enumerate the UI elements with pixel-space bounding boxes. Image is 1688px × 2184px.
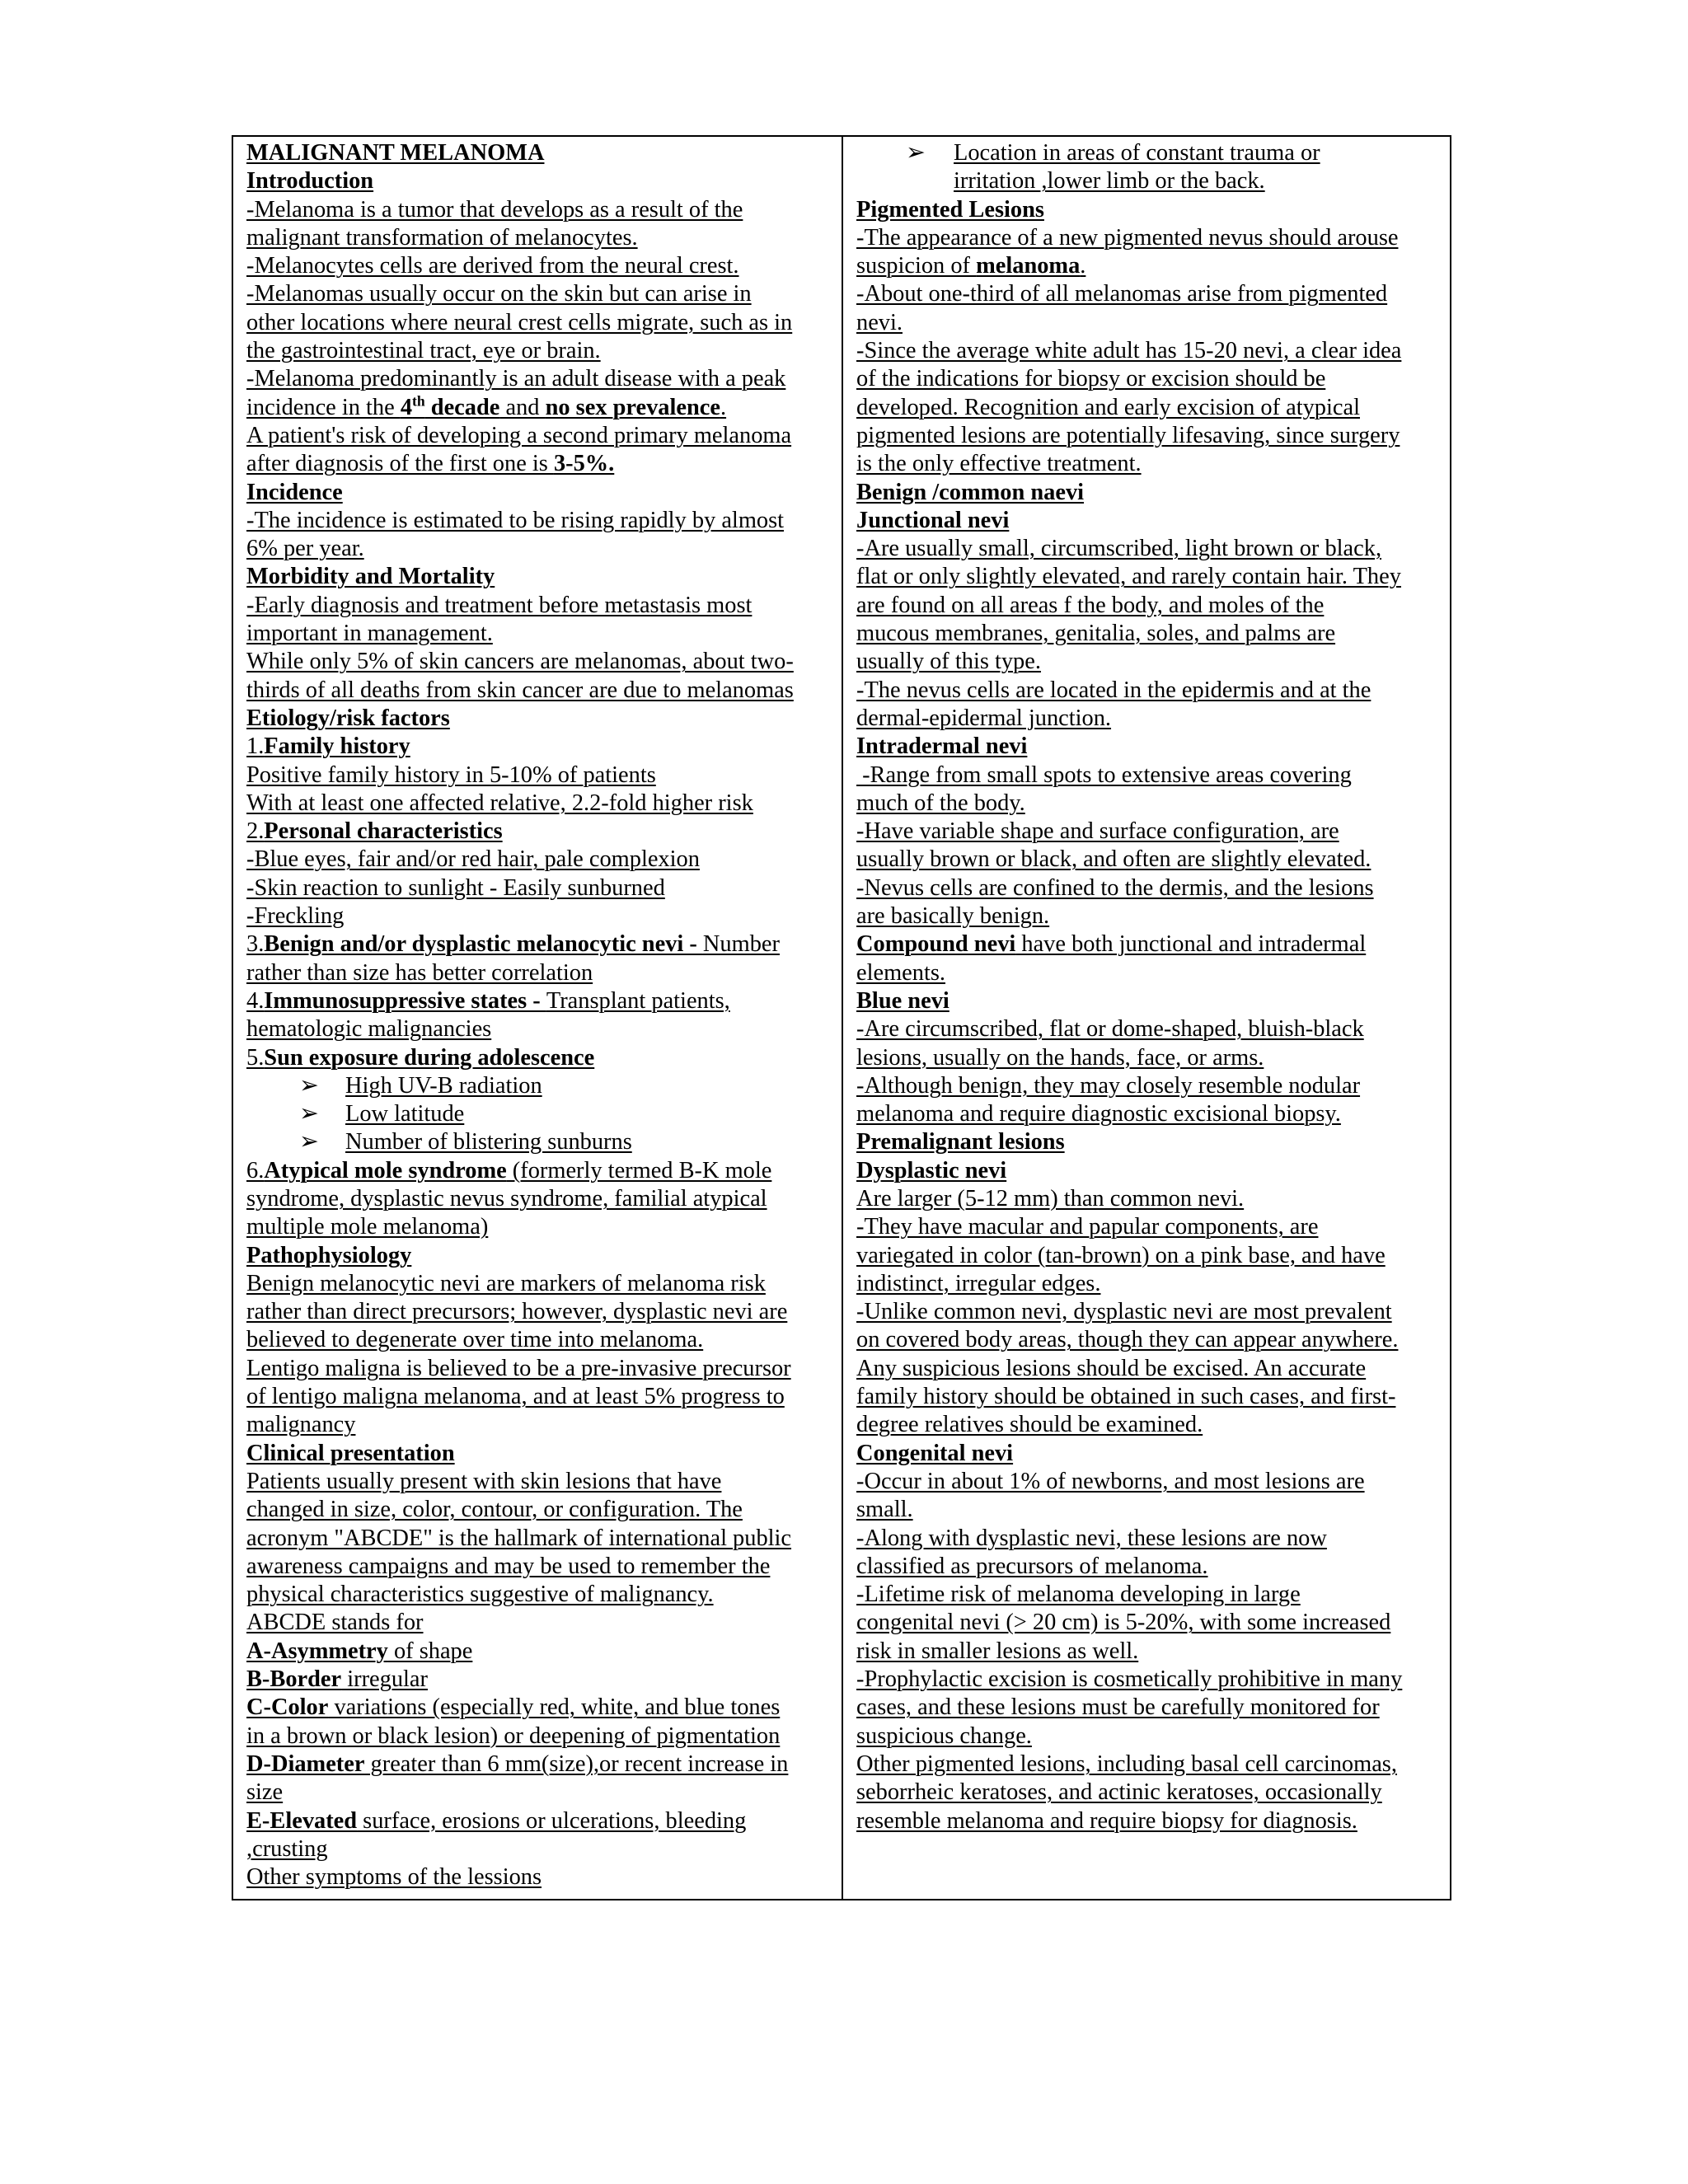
text-run: incidence in the <box>246 394 401 420</box>
text-line: congenital nevi (> 20 cm) is 5-20%, with some increased <box>856 1610 1391 1636</box>
text-line: changed in size, color, contour, or configuration. The <box>246 1497 743 1523</box>
text-line: Any suspicious lesions should be excised. An accurate <box>856 1355 1367 1381</box>
text-line: -They have macular and papular components, are <box>856 1214 1319 1240</box>
peak-decade-word: decade <box>424 394 500 420</box>
risk-factor-heading <box>246 818 828 846</box>
text-line: irritation ,lower limb or the back. <box>954 168 1265 194</box>
text-line: nevi. <box>856 309 903 335</box>
text-line: is the only effective treatment. <box>856 451 1142 477</box>
peak-decade-number: 4 <box>400 394 413 420</box>
text-line: -Melanocytes cells are derived from the neural crest. <box>246 253 739 279</box>
text-line: risk in smaller lesions as well. <box>856 1638 1139 1664</box>
text-run: (formerly termed B-K mole <box>506 1157 772 1183</box>
text-line: ABCDE stands for <box>246 1610 424 1636</box>
abcde-term: C-Color <box>246 1694 329 1721</box>
text-line: seborrheic keratoses, and actinic keratoses, occasionally <box>856 1779 1382 1806</box>
section-heading-dysplastic-nevi: Dysplastic nevi <box>856 1157 1007 1183</box>
text-line: resemble melanoma and require biopsy for diagnosis. <box>856 1807 1357 1834</box>
bullet-text: Location in areas of constant trauma or <box>954 140 1320 166</box>
emphasis-melanoma: melanoma <box>976 253 1081 279</box>
text-line: of the indications for biopsy or excision should be <box>856 366 1326 392</box>
section-heading-benign-naevi: Benign /common naevi <box>856 479 1085 505</box>
text-line: usually of this type. <box>856 649 1041 675</box>
text-line: -Melanoma predominantly is an adult disease with a peak <box>246 366 786 392</box>
abcde-item-c <box>246 1694 828 1722</box>
text-line: usually brown or black, and often are slightly elevated. <box>856 846 1372 873</box>
text-line: important in management. <box>246 621 493 647</box>
document-table <box>232 135 1451 1900</box>
text-line: -Prophylactic excision is cosmetically prohibitive in many <box>856 1666 1403 1693</box>
right-column <box>843 137 1450 1899</box>
text-line: -About one-third of all melanomas arise from pigmented <box>856 281 1388 307</box>
text-line: dermal-epidermal junction. <box>856 705 1112 731</box>
text-line: Positive family history in 5-10% of patients <box>246 762 656 788</box>
text-line: -The incidence is estimated to be rising rapidly by almost <box>246 507 785 533</box>
risk-factor-heading <box>246 1044 828 1072</box>
arrow-bullet-icon: ➢ <box>299 1072 319 1099</box>
text-line: small. <box>856 1497 913 1523</box>
text-line: -Are usually small, circumscribed, light brown or black, <box>856 536 1382 562</box>
bullet-text: Low latitude <box>345 1101 465 1127</box>
sex-prevalence-text: no sex prevalence <box>545 394 720 420</box>
text-line: -Are circumscribed, flat or dome-shaped, bluish-black <box>856 1016 1364 1043</box>
abcde-term: B-Border <box>246 1666 342 1693</box>
bullet-item <box>856 139 1437 167</box>
text-line: malignancy <box>246 1412 356 1438</box>
text-line: -Along with dysplastic nevi, these lesions are now <box>856 1525 1327 1551</box>
text-line: -Blue eyes, fair and/or red hair, pale complexion <box>246 846 700 873</box>
risk-factor-title: Personal characteristics <box>264 818 503 845</box>
abcde-term: A-Asymmetry <box>246 1638 388 1664</box>
text-line: rather than direct precursors; however, dysplastic nevi are <box>246 1299 788 1325</box>
text-line: -The appearance of a new pigmented nevus should arouse <box>856 224 1399 251</box>
abcde-item-b <box>246 1666 828 1694</box>
text-line: family history should be obtained in such cases, and first- <box>856 1384 1396 1410</box>
abcde-text: irregular <box>341 1666 428 1693</box>
abcde-text: variations (especially red, white, and blue tones <box>328 1694 781 1721</box>
text-line: variegated in color (tan-brown) on a pink base, and have <box>856 1242 1386 1268</box>
risk-factor-number: 5. <box>246 1044 265 1071</box>
arrow-bullet-icon: ➢ <box>906 140 926 166</box>
text-line <box>246 450 828 478</box>
abcde-item-e <box>246 1807 828 1835</box>
text-line: much of the body. <box>856 790 1025 816</box>
bullet-item <box>246 1100 828 1128</box>
text-line: awareness campaigns and may be used to remember the <box>246 1553 771 1579</box>
arrow-bullet-icon: ➢ <box>299 1129 319 1155</box>
text-run: and <box>499 394 546 420</box>
text-line: -Freckling <box>246 903 345 930</box>
text-line: ,crusting <box>246 1835 328 1862</box>
text-line: -Occur in about 1% of newborns, and most lesions are <box>856 1468 1365 1494</box>
text-line: on covered body areas, though they can appear anywhere. <box>856 1327 1399 1353</box>
bullet-item <box>246 1128 828 1156</box>
compound-nevi-term: Compound nevi <box>856 931 1016 958</box>
abcde-term: E-Elevated <box>246 1807 358 1834</box>
bullet-text: Number of blistering sunburns <box>345 1129 632 1155</box>
section-heading-morbidity: Morbidity and Mortality <box>246 564 495 590</box>
risk-factor-number: 3. <box>246 931 265 958</box>
text-run: suspicion of <box>856 253 977 279</box>
text-line: elements. <box>856 959 946 986</box>
text-line: malignant transformation of melanocytes. <box>246 224 638 251</box>
text-line: pigmented lesions are potentially lifesaving, since surgery <box>856 422 1400 448</box>
bullet-text: High UV-B radiation <box>345 1072 542 1099</box>
text-line: -Early diagnosis and treatment before metastasis most <box>246 592 753 618</box>
text-line: cases, and these lesions must be carefully monitored for <box>856 1694 1380 1721</box>
text-line: degree relatives should be examined. <box>856 1412 1203 1438</box>
text-line: 6% per year. <box>246 536 364 562</box>
text-line: -Since the average white adult has 15-20 nevi, a clear idea <box>856 338 1402 364</box>
section-heading-clinical: Clinical presentation <box>246 1440 455 1466</box>
text-line: syndrome, dysplastic nevus syndrome, familial atypical <box>246 1185 767 1212</box>
text-line: hematologic malignancies <box>246 1016 492 1043</box>
text-line: suspicious change. <box>856 1722 1032 1749</box>
abcde-term: D-Diameter <box>246 1750 365 1777</box>
abcde-item-d <box>246 1750 828 1779</box>
text-line: other locations where neural crest cells migrate, such as in <box>246 309 793 335</box>
text-line: -Although benign, they may closely resemble nodular <box>856 1072 1361 1099</box>
text-run: have both junctional and intradermal <box>1015 931 1367 958</box>
text-line: indistinct, irregular edges. <box>856 1270 1101 1296</box>
text-line <box>856 252 1437 280</box>
text-line: -Have variable shape and surface configuration, are <box>856 818 1339 845</box>
abcde-text: surface, erosions or ulcerations, bleeding <box>357 1807 747 1834</box>
text-line: Patients usually present with skin lesions that have <box>246 1468 722 1494</box>
arrow-bullet-icon: ➢ <box>299 1101 319 1127</box>
section-heading-pathophysiology: Pathophysiology <box>246 1242 412 1268</box>
text-line: Other symptoms of the lessions <box>246 1864 542 1891</box>
section-heading-congenital-nevi: Congenital nevi <box>856 1440 1014 1466</box>
text-line: Lentigo maligna is believed to be a pre-invasive precursor <box>246 1355 791 1381</box>
text-line: are found on all areas f the body, and moles of the <box>856 592 1325 618</box>
text-run: after diagnosis of the first one is <box>246 451 554 477</box>
risk-factor-number: 4. <box>246 987 265 1014</box>
section-heading-etiology: Etiology/risk factors <box>246 705 450 731</box>
text-line: lesions, usually on the hands, face, or arms. <box>856 1044 1264 1071</box>
text-line: melanoma and require diagnostic excisional biopsy. <box>856 1101 1341 1127</box>
text-run: Number <box>702 931 780 958</box>
risk-factor-heading <box>246 733 828 761</box>
section-heading-junctional-nevi: Junctional nevi <box>856 507 1010 533</box>
text-line: With at least one affected relative, 2.2-fold higher risk <box>246 790 753 816</box>
risk-factor-number: 6. <box>246 1157 265 1183</box>
text-line: acronym "ABCDE" is the hallmark of international public <box>246 1525 792 1551</box>
risk-factor-heading <box>246 987 828 1015</box>
text-line: multiple mole melanoma) <box>246 1214 489 1240</box>
section-heading-premalignant: Premalignant lesions <box>856 1129 1065 1155</box>
text-line: -Melanoma is a tumor that develops as a result of the <box>246 196 743 223</box>
text-line: thirds of all deaths from skin cancer are due to melanomas <box>246 677 794 703</box>
bullet-item <box>246 1072 828 1100</box>
section-heading-incidence: Incidence <box>246 479 343 505</box>
section-heading-introduction: Introduction <box>246 168 374 194</box>
text-line: Benign melanocytic nevi are markers of melanoma risk <box>246 1270 766 1296</box>
text-line: -Range from small spots to extensive areas covering <box>856 762 1352 788</box>
text-line: of lentigo maligna melanoma, and at least 5% progress to <box>246 1384 785 1410</box>
text-line: -Melanomas usually occur on the skin but can arise in <box>246 281 752 307</box>
risk-factor-title: Family history <box>264 733 410 760</box>
text-line: -Unlike common nevi, dysplastic nevi are most prevalent <box>856 1299 1392 1325</box>
text-line: Are larger (5-12 mm) than common nevi. <box>856 1185 1245 1212</box>
risk-factor-title: Immunosuppressive states - <box>264 987 546 1014</box>
risk-factor-number: 1. <box>246 733 265 760</box>
text-line: believed to degenerate over time into melanoma. <box>246 1327 704 1353</box>
text-line: -Nevus cells are confined to the dermis, and the lesions <box>856 874 1374 901</box>
text-line: A patient's risk of developing a second primary melanoma <box>246 422 792 448</box>
risk-factor-title: Sun exposure during adolescence <box>264 1044 595 1071</box>
compound-nevi-line <box>856 930 1437 958</box>
section-heading-blue-nevi: Blue nevi <box>856 987 950 1014</box>
left-column <box>233 137 843 1899</box>
text-line: -Skin reaction to sunlight - Easily sunburned <box>246 874 665 901</box>
text-line: physical characteristics suggestive of malignancy. <box>246 1582 714 1608</box>
text-run: . <box>1080 253 1086 279</box>
abcde-text: of shape <box>387 1638 473 1664</box>
abcde-text: greater than 6 mm(size),or recent increase in <box>364 1750 789 1777</box>
risk-factor-number: 2. <box>246 818 265 845</box>
section-heading-pigmented-lesions: Pigmented Lesions <box>856 196 1044 223</box>
second-melanoma-risk-value: 3-5%. <box>553 451 615 477</box>
risk-factor-heading <box>246 1157 828 1185</box>
text-line: mucous membranes, genitalia, soles, and palms are <box>856 621 1336 647</box>
ordinal-suffix: th <box>412 392 425 410</box>
text-line: -The nevus cells are located in the epidermis and at the <box>856 677 1372 703</box>
text-line: are basically benign. <box>856 903 1050 930</box>
text-line <box>246 394 828 422</box>
text-line: in a brown or black lesion) or deepening of pigmentation <box>246 1722 781 1749</box>
text-line: flat or only slightly elevated, and rarely contain hair. They <box>856 564 1401 590</box>
text-run: . <box>720 394 727 420</box>
risk-factor-heading <box>246 930 828 958</box>
text-line: rather than size has better correlation <box>246 959 593 986</box>
risk-factor-title: Atypical mole syndrome <box>264 1157 507 1183</box>
text-line: size <box>246 1779 284 1806</box>
text-line: the gastrointestinal tract, eye or brain. <box>246 338 601 364</box>
text-run: Transplant patients, <box>546 987 730 1014</box>
section-heading-intradermal-nevi: Intradermal nevi <box>856 733 1028 760</box>
text-line: classified as precursors of melanoma. <box>856 1553 1208 1579</box>
text-line: developed. Recognition and early excision of atypical <box>856 394 1360 420</box>
text-line: Other pigmented lesions, including basal cell carcinomas, <box>856 1750 1397 1777</box>
text-line: While only 5% of skin cancers are melanomas, about two- <box>246 649 794 675</box>
text-line: -Lifetime risk of melanoma developing in large <box>856 1582 1301 1608</box>
abcde-item-a <box>246 1638 828 1666</box>
document-title: MALIGNANT MELANOMA <box>246 140 545 166</box>
risk-factor-title: Benign and/or dysplastic melanocytic nevi - <box>264 931 703 958</box>
